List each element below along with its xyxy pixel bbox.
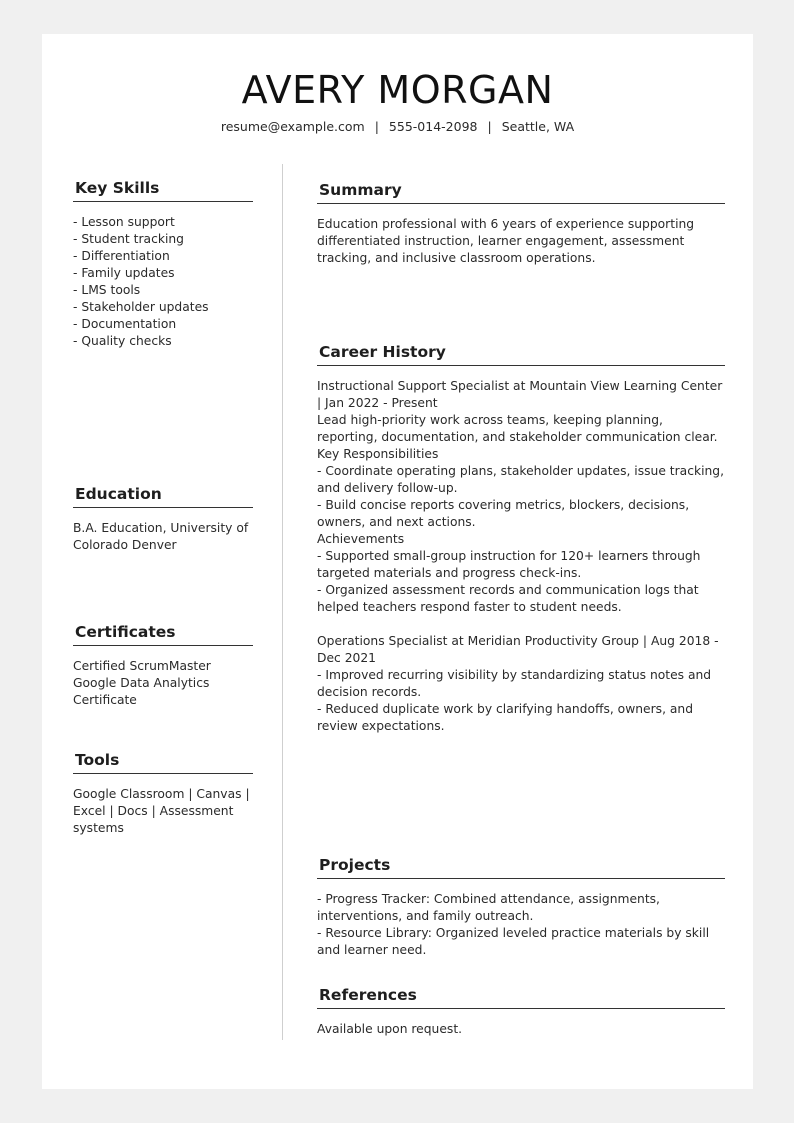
contact-separator: | (487, 119, 492, 134)
certificates-list (73, 658, 253, 709)
job-title-line: Operations Specialist at Meridian Productivity Group | Aug 2018 - Dec 2021 (317, 634, 719, 665)
contact-email: resume@example.com (220, 119, 365, 134)
summary-heading: Summary (317, 180, 725, 204)
skill-item: - Lesson support (73, 215, 175, 229)
career-section (317, 342, 725, 752)
job-line: Key Responsibilities (317, 447, 439, 461)
projects-section (317, 855, 725, 959)
tools-heading: Tools (73, 750, 253, 774)
summary-section (317, 180, 725, 267)
job-line: - Reduced duplicate work by clarifying handoffs, owners, and review expectations. (317, 702, 694, 733)
career-heading: Career History (317, 342, 725, 366)
job-entry (317, 378, 725, 616)
projects-list (317, 891, 725, 959)
projects-heading: Projects (317, 855, 725, 879)
contact-location: Seattle, WA (501, 119, 575, 134)
candidate-name: AVERY MORGAN (241, 68, 554, 112)
column-divider (282, 164, 283, 1040)
skill-item: - Quality checks (73, 334, 172, 348)
contact-separator: | (374, 119, 379, 134)
resume-header (42, 68, 753, 135)
skill-item: - Differentiation (73, 249, 170, 263)
tools-section (73, 750, 253, 837)
skills-list (73, 214, 253, 350)
education-text: B.A. Education, University of Colorado Denver (73, 521, 249, 552)
job-line: - Improved recurring visibility by standardizing status notes and decision records. (317, 668, 712, 699)
skill-item: - Stakeholder updates (73, 300, 209, 314)
job-line: - Organized assessment records and communication logs that helped teachers respond faster to student needs. (317, 583, 699, 614)
education-section (73, 484, 253, 554)
career-body (317, 378, 725, 735)
job-entry (317, 633, 725, 735)
project-item: - Resource Library: Organized leveled practice materials by skill and learner need. (317, 926, 710, 957)
job-line: - Coordinate operating plans, stakeholder updates, issue tracking, and delivery follow-up. (317, 464, 725, 495)
summary-text: Education professional with 6 years of experience supporting differentiated instruction, learner engagement, assessment tracking, and inclusive classroom operations. (317, 217, 695, 265)
contact-line (42, 119, 753, 135)
references-section (317, 985, 725, 1038)
certificates-section (73, 622, 253, 709)
job-line: - Build concise reports covering metrics, blockers, decisions, owners, and next actions. (317, 498, 690, 529)
resume-page (42, 34, 753, 1089)
certificate-item: Google Data Analytics Certificate (73, 676, 210, 707)
skill-item: - Documentation (73, 317, 177, 331)
skills-heading: Key Skills (73, 178, 253, 202)
skills-section (73, 178, 253, 350)
tools-text: Google Classroom | Canvas | Excel | Docs | Assessment systems (73, 787, 250, 835)
skill-item: - Student tracking (73, 232, 184, 246)
job-line: Lead high-priority work across teams, keeping planning, reporting, documentation, and stakeholder communication clear. (317, 413, 718, 444)
skill-item: - Family updates (73, 266, 175, 280)
certificates-heading: Certificates (73, 622, 253, 646)
certificate-item: Certified ScrumMaster (73, 659, 211, 673)
education-heading: Education (73, 484, 253, 508)
contact-phone: 555-014-2098 (388, 119, 478, 134)
skill-item: - LMS tools (73, 283, 141, 297)
job-line: Achievements (317, 532, 405, 546)
references-heading: References (317, 985, 725, 1009)
references-text: Available upon request. (317, 1022, 463, 1036)
job-title-line: Instructional Support Specialist at Mountain View Learning Center | Jan 2022 - Present (317, 379, 723, 410)
job-line: - Supported small-group instruction for 120+ learners through targeted materials and progress check-ins. (317, 549, 701, 580)
project-item: - Progress Tracker: Combined attendance, assignments, interventions, and family outreach. (317, 892, 660, 923)
